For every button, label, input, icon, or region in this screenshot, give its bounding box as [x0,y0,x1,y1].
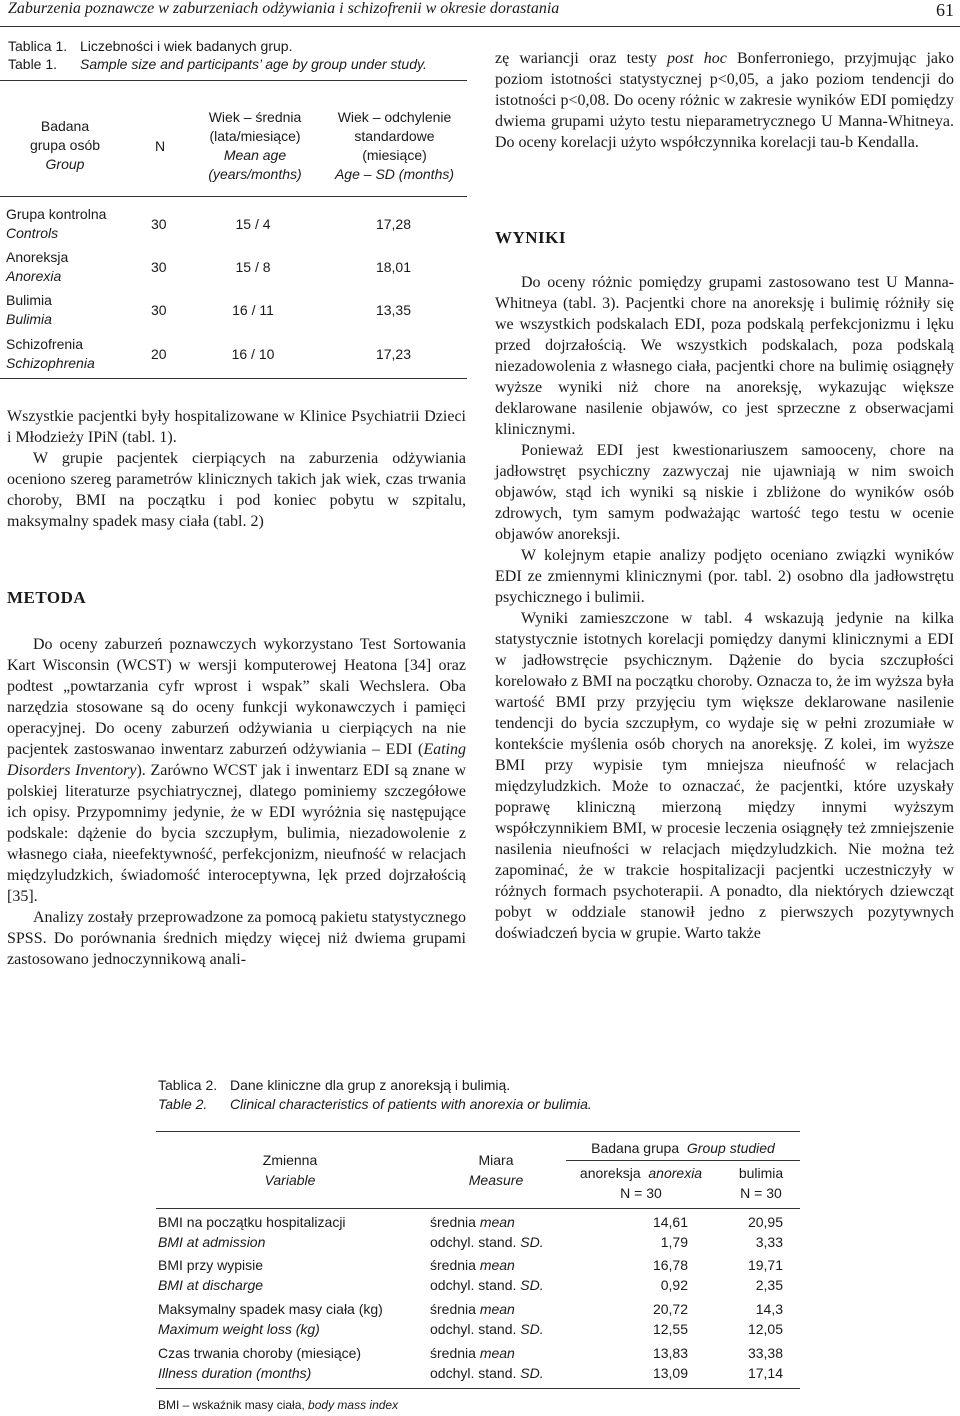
table2-row-measure-1-pl: średnia [430,1345,476,1361]
table2-row-measure-2-en: SD. [520,1277,544,1293]
table2-row-anorexia-mean: 13,83 [652,1345,688,1361]
table2-row-anorexia-mean: 14,61 [652,1214,688,1230]
left-intro-text [7,406,466,532]
table-row [6,335,466,375]
left-para-2: W grupie pacjentek cierpiących na zaburzenia odżywiania oceniono szereg parametrów klinicznych takich jak wiek, czas trwania choroby, BMI na początku i pod koniec pobytu w szpitalu, maksymalny spadek masy ciała (tabl. 2) [7,450,466,530]
table-row [158,1255,800,1297]
table2-head-col2-label: bulimia [738,1165,784,1181]
table1-row-mean: 15 / 4 [235,216,271,232]
table1-caption-en-text: Sample size and participants’ age by group under study. [80,56,427,72]
table2-row-anorexia-sd: 0,92 [660,1277,688,1293]
table1-row-label-en: Schizophrenia [6,355,95,371]
table1-row-label-pl: Bulimia [6,292,52,308]
table1-row-sd: 17,28 [375,216,411,232]
table2-row-bulimia-sd: 3,33 [755,1234,783,1250]
table1-row-label-pl: Anoreksja [6,249,69,265]
table2-row-measure-2-en: SD. [520,1234,544,1250]
table1-row-label-en: Anorexia [6,268,62,284]
page-number: 61 [936,0,954,20]
section-heading-wyniki: WYNIKI [495,228,567,247]
table2-head-col2 [722,1163,800,1203]
table1-head-sd-line1: Wiek – odchylenie [337,109,452,125]
table1-row-label-pl: Grupa kontrolna [6,206,107,222]
table1-head-mean-line1: Wiek – średnia [208,109,302,125]
table2-row-measure-1-pl: średnia [430,1301,476,1317]
table2-row-variable-pl: BMI przy wypisie [158,1257,264,1273]
table2-head-rule [156,1208,800,1209]
table-row [158,1212,800,1254]
table2-caption-en-text: Clinical characteristics of patients with anorexia or bulimia. [230,1096,592,1112]
table1-top-rule [0,80,467,81]
table-row [6,205,466,245]
table2-footnote [158,1397,398,1413]
table2-row-bulimia-mean: 20,95 [747,1214,783,1230]
table1-row-n: 30 [151,259,167,275]
table1-caption-en [8,56,427,73]
table2-row-bulimia-mean: 19,71 [747,1257,783,1273]
table-row [6,291,466,331]
table1-bottom-rule [0,378,467,379]
table1-row-sd: 18,01 [375,259,411,275]
table2-row-measure-2 [430,1319,544,1339]
table-row [6,248,466,288]
table2-head-measure [446,1150,546,1190]
table2-row-bulimia-sd: 2,35 [755,1277,783,1293]
table1-caption-en-label: Table 1. [8,56,58,72]
table2-row-measure-1-pl: średnia [430,1214,476,1230]
table1-head-mean [185,108,325,184]
table-row [158,1299,800,1341]
table1-caption-pl-label: Tablica 1. [8,38,68,54]
table2-row-measure-2 [430,1275,544,1295]
table2-row-measure-2-pl: odchyl. stand. [430,1365,517,1381]
section-heading-metoda: METODA [7,588,87,607]
table2-row-measure-2-en: SD. [520,1365,544,1381]
table2-row-variable-pl: BMI na początku hospitalizacji [158,1214,346,1230]
table2-caption-pl-label: Tablica 2. [158,1077,218,1093]
table1-row-mean: 16 / 11 [232,302,274,318]
table1-row-mean: 15 / 8 [235,259,271,275]
table2-group-rule [566,1160,800,1161]
right-para-1-a: zę wariancji oraz testy [495,50,667,67]
table2-row-measure-2-pl: odchyl. stand. [430,1277,517,1293]
table2-head-col2-n: N = 30 [740,1185,782,1201]
table2-row-anorexia-mean: 16,78 [652,1257,688,1273]
table2-caption-pl-text: Dane kliniczne dla grup z anoreksją i bulimią. [230,1077,511,1093]
table2-row-anorexia-sd: 1,79 [660,1234,688,1250]
table2-row-variable-pl: Maksymalny spadek masy ciała (kg) [158,1301,383,1317]
table1-head-mean-line4: (years/months) [208,166,302,182]
table1-head-group [10,117,120,174]
table2-head-group [566,1138,800,1158]
table1-row-mean: 16 / 10 [231,346,275,362]
table2-caption-en [158,1094,592,1114]
table1-head-rule [0,196,467,197]
left-para-4: Analizy zostały przeprowadzone za pomocą pakietu statystycznego SPSS. Do porównania średnich między więcej niż dwiema grupami zastosowano jednoczynnikową anali- [7,909,466,968]
table1-head-sd-line2: standardowe [354,128,435,144]
table1-row-sd: 13,35 [375,302,411,318]
table2-row-variable-en: BMI at discharge [158,1277,264,1293]
table2-row-measure-1 [430,1255,515,1275]
table2-row-bulimia-mean: 33,38 [747,1345,783,1361]
running-header [0,0,960,22]
table1-head-sd [322,108,467,184]
table1-caption-pl [8,38,292,55]
table2-head-col1-n: N = 30 [620,1185,662,1201]
left-para-1: Wszystkie pacjentki były hospitalizowane w Klinice Psychiatrii Dzieci i Młodzieży IPiN (tabl. 1). [7,408,466,446]
table2-row-measure-2 [430,1363,544,1383]
table1-head-group-line1: Badana [40,118,90,134]
table2-row-measure-1-en: mean [479,1257,515,1273]
table2-row-anorexia-sd: 12,55 [652,1321,688,1337]
left-para-3-italic: Eating Disorders Inventory [7,741,466,779]
table2-row-anorexia-sd: 13,09 [652,1365,688,1381]
table2-head-group-pl: Badana grupa [591,1140,680,1156]
table2-footnote-pl: BMI – wskaźnik masy ciała, [158,1398,309,1412]
table2-row-measure-2-pl: odchyl. stand. [430,1234,517,1250]
right-para-1-b: Bonferroniego, przyjmując jako poziom istotności statystycznej p<0,05, a jako poziom tendencji do istotności p<0,08. Do oceny różnic w zakresie wyników EDI pomiędzy dwiema grupami użyto testu nieparametrycznego U Manna-Whitneya. Do oceny korelacji użyto współczynnika korelacji tau-b Kendalla. [495,50,954,151]
running-title: Zaburzenia poznawcze w zaburzeniach odżywiania i schizofrenii w okresie dorastania [8,0,560,17]
table2-row-measure-2-pl: odchyl. stand. [430,1321,517,1337]
table2-row-variable-en: BMI at admission [158,1234,266,1250]
table2-row-measure-2-en: SD. [520,1321,544,1337]
table1-row-label-en: Controls [6,225,59,241]
table1-row-label-pl: Schizofrenia [6,336,84,352]
table2-head-group-en: Group studied [686,1140,775,1156]
table2-row-measure-1-pl: średnia [430,1257,476,1273]
table2-footnote-en: body mass index [308,1398,399,1412]
right-para-4: W kolejnym etapie analizy podjęto oceniano związki wyników EDI ze zmiennymi klinicznymi (por. tabl. 2) osobno dla jadłowstrętu psychicznego i bulimii. [495,547,954,606]
table2-row-measure-1-en: mean [479,1301,515,1317]
table-row [158,1343,800,1385]
table2-caption-en-label: Table 2. [158,1096,208,1112]
table2-row-measure-1-en: mean [479,1345,515,1361]
table1-row-n: 30 [151,216,167,232]
table2-row-bulimia-mean: 14,3 [755,1301,783,1317]
table2-head-col1-en: anorexia [648,1165,703,1181]
table1-head-group-line2: grupa osób [29,137,101,153]
table2-row-anorexia-mean: 20,72 [652,1301,688,1317]
table2-head-variable [230,1150,350,1190]
table1-head-n: N [154,138,166,154]
table1-row-label-en: Bulimia [6,311,52,327]
table2-row-bulimia-sd: 12,05 [747,1321,783,1337]
table2-row-bulimia-sd: 17,14 [747,1365,783,1381]
left-para-3-b: ). Zarówno WCST jak i inwentarz EDI są znane w polskiej literaturze psychiatrycznej, dlatego pominiemy szczegółowe ich opisy. Przypomnimy jedynie, że w EDI wyróżnia się następujące podskale: dążenie do bycia szczupłym, bulimia, niezadowolenie z własnego ciała, nieefektywność, perfekcjonizm, nieufność w relacjach międzyludzkich, świadomość interoceptywna, lęk przed dojrzałością [35]. [7,762,467,905]
table2-row-measure-1-en: mean [479,1214,515,1230]
header-rule [0,26,960,27]
table2-row-measure-1 [430,1299,515,1319]
table2-head-col1-pl: anoreksja [579,1165,641,1181]
table1-head-sd-line3: (miesiące) [362,147,427,163]
left-para-3 [7,634,466,907]
table2-row-variable-en: Maximum weight loss (kg) [158,1321,320,1337]
right-para-3: Ponieważ EDI jest kwestionariuszem samooceny, chore na jadłowstręt psychiczny zazwyczaj nie ujawniają w nim swoich objawów, stąd ich wyniki są niskie i zbliżone do wyników osób zdrowych, tym samym podważając wartość tego testu w ocenie objawów anoreksji. [495,442,954,543]
right-para-5: Wyniki zamieszczone w tabl. 4 wskazują jedynie na kilka statystycznie istotnych korelacji pomiędzy danymi klinicznymi a EDI w jadłowstręcie psychicznym. Dążenie do bycia szczupłości korelowało z BMI na początku choroby. Oznacza to, że im wyższa była wartość BMI przy przyjęciu tym większe deklarowane nasilenie tendencji do bycia szczupłym, co wydaje się w pełni zrozumiałe w kontekście myślenia osób chorych na anoreksję. Z kolei, im wyższe BMI przy wypisie tym mniejsza nieufność w relacjach międzyludzkich. Może to oznaczać, że pacjentki, które uzyskały poprawę kliniczną mierzoną między innymi wyższym współczynnikiem BMI, w procesie leczenia osiągnęły też zmniejszenie nasilenia nieufności w relacjach międzyludzkich. Nie można też zapominać, że w trakcie hospitalizacji pacjentki uczestniczyły w różnych formach psychoterapii. A ponadto, dla niektórych dziewcząt pobyt w oddziale stanowił jedno z pierwszych pozytywnych doświadczeń bycia w grupie. Warto także [495,610,954,942]
table2-head-measure-en: Measure [468,1172,524,1188]
table2-head-measure-pl: Miara [478,1152,514,1168]
table1-head-sd-line4: Age – SD (months) [334,166,455,182]
right-results-text [495,272,954,944]
left-method-text [7,634,466,970]
table2-row-variable-pl: Czas trwania choroby (miesiące) [158,1345,362,1361]
right-para-1 [495,48,954,153]
table1-row-n: 30 [151,302,167,318]
right-para-2: Do oceny różnic pomiędzy grupami zastosowano test U Manna-Whitneya (tabl. 3). Pacjentki chore na anoreksję i bulimię różniły się we wszystkich podskalach EDI, poza podskalą perfekcjonizmu i lęku przed dojrzałością. We wszystkich podskalach, poza podskalą niezadowolenia z własnego ciała, pacjentki chore na bulimię osiągnęły wyższe wyniki niż chore na anoreksję, wykazując większe deklarowane nasilenie objawów, co jest sprzeczne z obserwacjami klinicznymi. [495,274,954,438]
right-intro-text [495,48,954,153]
table1-head-mean-line2: (lata/miesiące) [209,128,301,144]
table2-caption-pl [158,1075,510,1095]
table2-head-variable-pl: Zmienna [262,1152,318,1168]
table1-head-group-line3: Group [45,156,85,172]
left-para-3-a: Do oceny zaburzeń poznawczych wykorzystano Test Sortowania Kart Wisconsin (WCST) w wersji komputerowej Heatona [34] oraz podtest „powtarzania cyfr wprost i wspak” skali Wechslera. Oba narzędzia stosowane są do oceny funkcji wykonawczych i pamięci operacyjnej. Do oceny zaburzeń odżywiania u cierpiących na nie pacjentek zastoswanao inwentarz zaburzeń odżywiania – EDI ( [7,636,466,758]
table2-head-col1 [566,1163,716,1203]
table1-head-mean-line3: Mean age [223,147,287,163]
table2-row-measure-1 [430,1343,515,1363]
table2-bottom-rule [156,1388,800,1389]
right-para-1-italic: post hoc [666,50,727,67]
table2-head-variable-en: Variable [264,1172,316,1188]
table1-row-n: 20 [151,346,167,362]
table2-top-rule [156,1131,800,1132]
table2-row-measure-1 [430,1212,515,1232]
table1-caption-pl-text: Liczebności i wiek badanych grup. [80,38,293,54]
table2-row-measure-2 [430,1232,544,1252]
table2-row-variable-en: Illness duration (months) [158,1365,312,1381]
table1-row-sd: 17,23 [375,346,411,362]
